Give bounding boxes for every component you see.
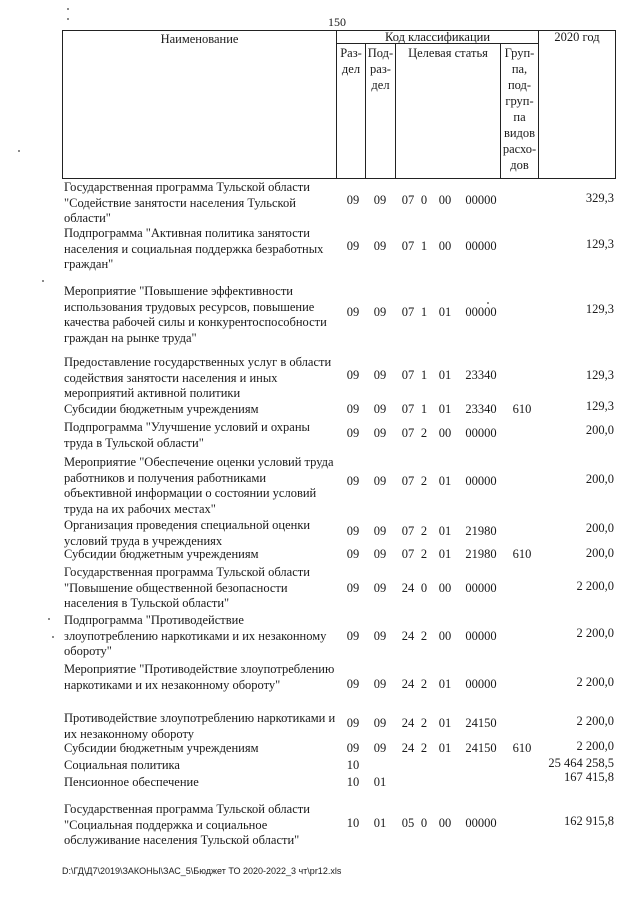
scan-speck xyxy=(487,302,489,304)
header-code-group: Код классификации xyxy=(384,30,491,44)
page-number: 150 xyxy=(328,15,346,29)
header-target: Целевая статья xyxy=(408,46,488,60)
header-vid: Груп- па, под- груп- па видов расхо- дов xyxy=(502,46,537,172)
header-podrazdel: Под- раз- дел xyxy=(367,46,394,92)
file-path-footer: D:\ГД\Д7\2019\ЗАКОНЫ\ЗАС_5\Бюджет ТО 2020-2022_3 чт\pr12.xls xyxy=(62,866,342,876)
scan-speck xyxy=(52,636,54,638)
header-name: Наименование xyxy=(160,32,239,46)
scan-speck xyxy=(67,8,69,10)
scan-speck xyxy=(48,618,50,620)
scan-speck xyxy=(42,280,44,282)
header-razdel: Раз- дел xyxy=(340,46,362,76)
scan-speck xyxy=(67,18,69,20)
header-year: 2020 год xyxy=(554,30,600,44)
scan-speck xyxy=(18,150,20,152)
